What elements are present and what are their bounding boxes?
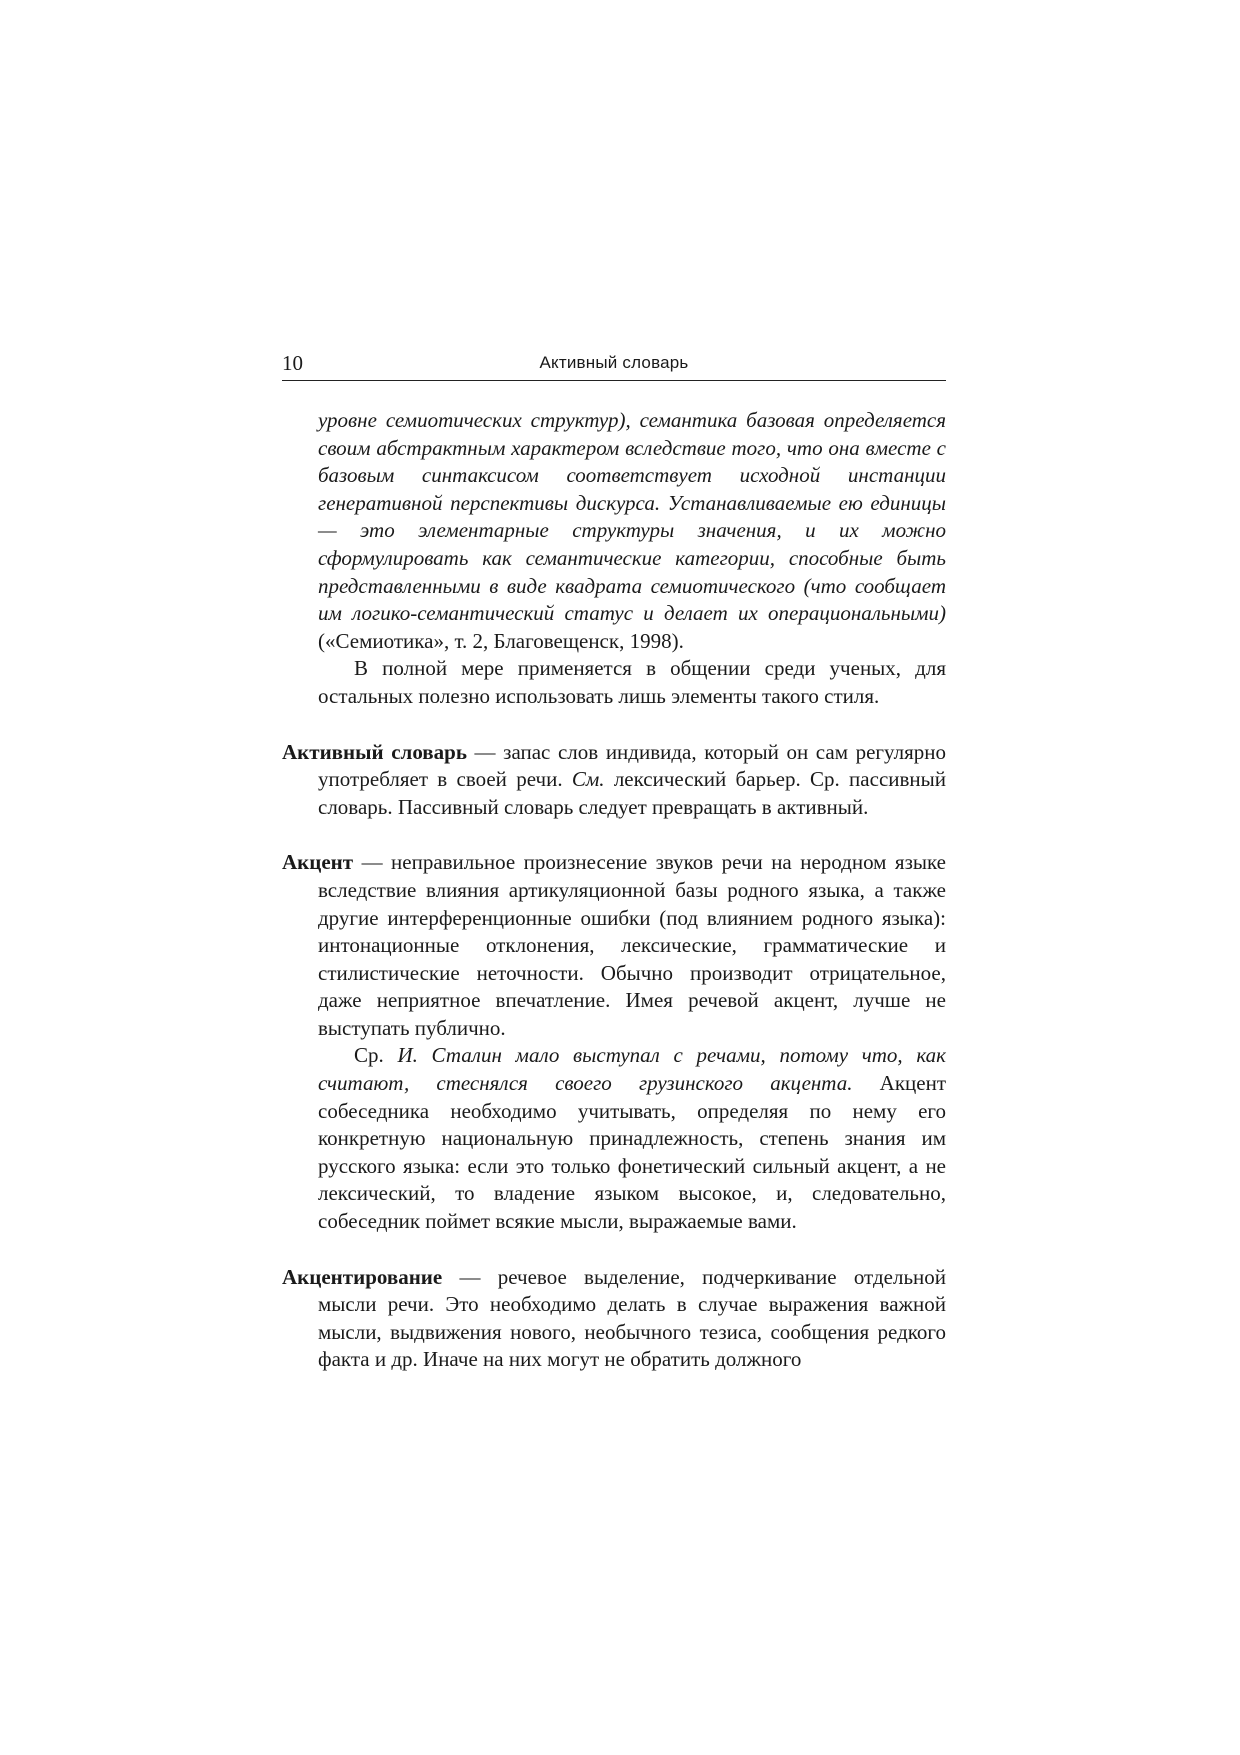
continued-entry — [282, 407, 946, 711]
page-number: 10 — [282, 351, 303, 375]
entry-example-paragraph — [318, 1042, 946, 1235]
example-italic: И. Сталин мало выступал с речами, потому что, как считают, стеснялся своего грузинского акцента. — [318, 1043, 946, 1096]
entry-definition: — речевое выделение, подчеркивание отдельной мысли речи. Это необходимо делать в случае выражения важной мысли, выдвижения нового, необычного тезиса, сообщения редкого факта и др. Иначе на них могут не обратить должного — [318, 1264, 946, 1372]
quotation-source: («Семиотика», т. 2, Благовещенск, 1998). — [318, 628, 684, 653]
page-body — [282, 407, 946, 1374]
entry-active-vocabulary — [282, 739, 946, 822]
entry-definition: — неправильное произнесение звуков речи на неродном языке вследствие влияния артикуляционной базы родного языка, а также другие интерференционные ошибки (под влиянием родного языка): интонационные отклонения, лексические, грамматические и стилистические неточности. Обычно производит отрицательное, даже неприятное впечатление. Имея речевой акцент, лучше не выступать публично. — [318, 850, 946, 1040]
running-head — [282, 350, 946, 380]
compare-label: Ср. — [354, 1043, 398, 1068]
quotation-text: уровне семиотических структур), семантика базовая определяется своим абстрактным характером вследствие того, что она вместе с базовым синтаксисом соответствует исходной инстанции генеративной перспективы дискурса. Устанавливаемые ею единицы — это элементарные структуры значения, и их можно сформулировать как семантические категории, способные быть представленными в виде квадрата семиотического (что сообщает им логико-семантический статус и делает их операциональными) — [318, 408, 946, 626]
entry-term: Акцент — [282, 850, 354, 875]
entry-term: Акцентирование — [282, 1264, 443, 1289]
entry-definition-paragraph — [282, 849, 946, 1042]
entry-definition: — запас слов индивида, который он сам регулярно употребляет в своей речи. — [318, 739, 946, 792]
entry-accentuation — [282, 1264, 946, 1374]
see-reference-label: См. — [571, 767, 605, 792]
usage-note: В полной мере применяется в общении среди ученых, для остальных полезно использовать лишь элементы такого стиля. — [318, 656, 946, 708]
entry-accent — [282, 849, 946, 1235]
example-text: Акцент собеседника необходимо учитывать, определяя по нему его конкретную национальную принадлежность, степень знания им русского языка: если это только фонетический сильный акцент, а не лексический, то владение языком высокое, и, следовательно, собеседник поймет всякие мысли, выражаемые вами. — [318, 1071, 946, 1234]
entry-term: Активный словарь — [282, 739, 467, 764]
entry-definition-tail: лексический барьер. Ср. пассивный словарь. Пассивный словарь следует превращать в активный. — [318, 767, 946, 819]
running-title: Активный словарь — [539, 353, 689, 372]
quotation-paragraph — [318, 407, 946, 655]
header-rule — [282, 380, 946, 381]
